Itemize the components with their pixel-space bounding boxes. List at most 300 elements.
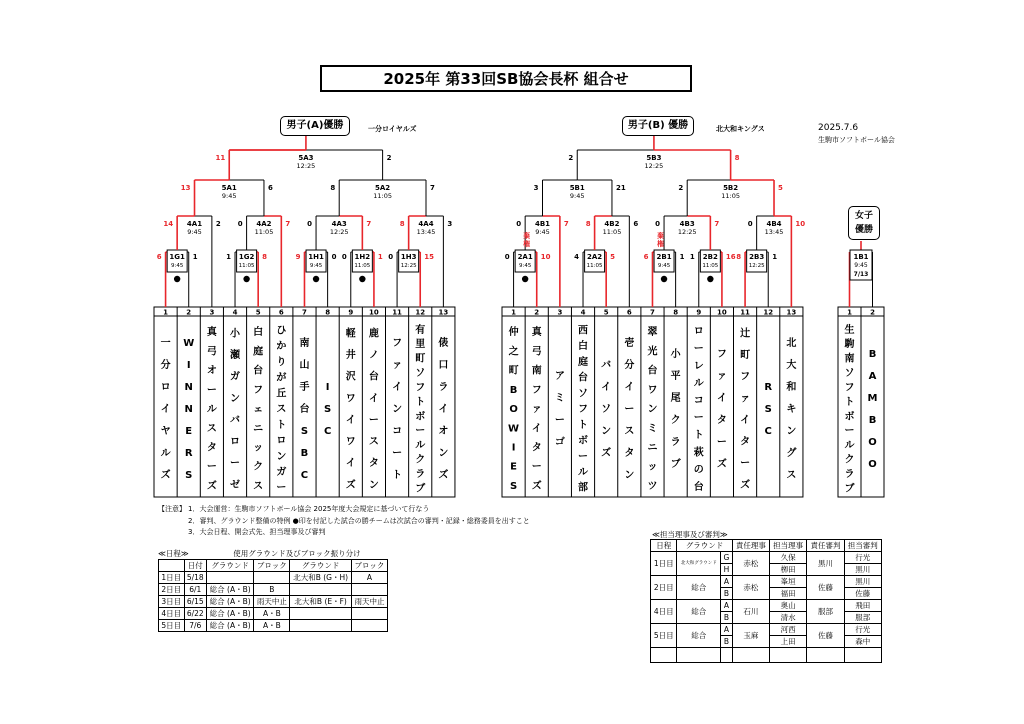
men-a-team-name-char: ガ [230,371,241,383]
men-a-team-name-char: ス [276,404,287,416]
men-b-team-name-char: S [509,480,518,492]
men-a-team-name-char: ッ [253,442,264,454]
men-a-team-name-char: ン [368,479,379,491]
men-b-team-name-char: ン [786,426,797,438]
men-b-score: 16 [725,253,736,261]
men-a-team-name-char: 丘 [276,388,287,400]
men-a-team-name-char: オ [206,365,217,377]
women-team-name-char: B [868,415,877,427]
staff-cell: 北大和グラウンド [677,552,721,576]
men-b-match-id: 2A1 [517,253,533,261]
men-b-team-name-char: ー [531,461,542,473]
men-b-team-name-char: ン [601,426,612,438]
men-a-team-name-char: ー [206,384,217,396]
men-b-team-name-char: 尾 [670,393,681,405]
schedule-col-header: ブロック [351,560,387,572]
men-b-team-name-char: バ [601,360,612,372]
staff-cell: 福田 [769,588,806,600]
men-a-champion-label: 男子(A)優勝 [280,116,350,136]
men-a-score: 14 [163,220,174,228]
referee-duty-dot [174,276,180,282]
men-b-team-name-char: E [510,461,517,473]
staff-cell: B [721,636,733,648]
men-a-champion-name: 一分ロイヤルズ [368,125,417,133]
men-a-score: 9 [295,253,301,261]
men-a-team-name-char: ズ [160,470,171,482]
men-a-score: 15 [424,253,434,261]
men-a-team-number: 5 [255,308,261,317]
men-b-team-name-char: イ [716,393,727,405]
staff-cell: 玉麻 [732,624,769,648]
men-a-team-name-char: ス [206,423,217,435]
men-b-team-name-char: ー [740,458,751,470]
men-a-team-name-char: ェ [253,404,264,416]
men-b-team-name-char: ブ [670,459,681,471]
men-a-team-name-char: 真 [206,327,217,339]
men-a-team-name-char: S [324,404,332,416]
men-a-score: 0 [331,253,337,261]
men-b-match-time: 9:45 [657,263,671,269]
women-team-name-char: ラ [844,468,855,480]
men-a-match-id: 1H3 [400,253,417,261]
forfeit-label: 権 [656,240,664,248]
staff-cell: 久保 [769,552,806,564]
men-a-team-name-char: ワ [345,393,356,405]
men-a-score: 7 [285,220,291,228]
schedule-cell: A・B [254,608,290,620]
staff-col-header: グラウンド [677,540,732,552]
men-b-team-name-char: ー [693,343,704,355]
men-a-team-name-char: ズ [345,479,356,491]
men-b-match-time: 11:05 [602,228,622,236]
men-a-team-name-char: ニ [253,423,264,435]
men-b-team-name-char: ツ [647,480,658,492]
men-a-team-name-char: ソ [415,368,426,380]
men-b-team-name-char: イ [601,382,612,394]
women-match-date: 7/13 [853,271,869,278]
men-b-team-name-char: 北 [786,338,797,350]
men-b-team-name-char: レ [693,360,704,372]
men-a-team-name-char: I [186,360,191,372]
men-b-team-name-char: 庭 [578,356,589,368]
men-a-match-time: 9:45 [221,192,237,200]
men-b-match-time: 12:25 [748,263,765,269]
men-b-team-name-char: 白 [578,341,589,353]
women-team-name-char: ボ [844,411,855,423]
men-b-team-name-char: 翠 [647,327,658,339]
men-b-team-name-char: グ [786,448,797,460]
men-a-team-name-char: 里 [415,339,426,351]
men-b-score: 7 [563,220,569,228]
men-b-team-name-char: 小 [670,349,681,361]
men-a-team-name-char: ァ [392,360,403,372]
men-a-team-name-char: 台 [253,365,264,377]
schedule-cell: 4日目 [159,608,185,620]
men-a-team-block [154,307,455,497]
men-b-team-name-char: ル [578,466,589,478]
men-b-match-id: 4B2 [604,220,620,228]
men-a-team-name-char: ワ [345,436,356,448]
men-a-team-name-char: ー [368,414,379,426]
men-a-team-name-char: C [300,470,309,482]
men-b-team-name-char: ラ [670,437,681,449]
staff-cell: 清水 [769,612,806,624]
men-b-team-name-char: タ [740,436,751,448]
men-a-team-name-char: 手 [299,382,310,394]
staff-cell: 行光 [844,552,881,564]
men-b-team-name-char: 町 [740,350,751,362]
staff-cell: B [721,588,733,600]
men-a-team-name-char: り [276,356,287,368]
staff-cell-empty [844,648,881,663]
men-a-match-id: 4A2 [256,220,272,228]
men-a-team-number: 10 [369,308,379,317]
men-b-team-name-char: ズ [716,459,727,471]
forfeit-label: 権 [523,240,531,248]
men-a-team-name-char: 口 [438,360,449,372]
schedule-header-group: 使用グラウンド及びブロック振り分け [206,548,387,560]
men-a-match-id: 1G1 [169,253,185,261]
men-b-team-name-char: タ [716,415,727,427]
schedule-row [159,596,388,608]
men-b-team-name-char: 辻 [740,328,751,340]
note-item: 2．審判、グラウンド整備の特例 ●印を付記した試合の勝チームは次試合の審判・記録・総務委員を出すこと [188,516,530,525]
men-a-match-time: 11:05 [254,228,274,236]
schedule-cell [290,584,352,596]
men-a-match-time: 9:45 [187,228,202,236]
men-b-team-name-char: ク [670,415,681,427]
men-b-team-name-char: ー [716,437,727,449]
schedule-cell: 雨天中止 [254,596,290,608]
men-b-team-name-char: の [693,464,704,476]
men-a-team-name-char: ー [392,448,403,460]
note-item: 1．大会運営：生駒市ソフトボール協会 2025年度大会規定に基づいて行なう [188,505,430,513]
staff-cell: A [721,624,733,636]
men-b-team-name-char: 西 [578,325,589,337]
schedule-cell [351,608,387,620]
men-b-team-name-char: フ [531,384,542,396]
women-team-number: 1 [847,308,852,317]
schedule-cell: 7/6 [184,620,206,632]
staff-row [651,624,882,636]
men-a-team-number: 2 [186,308,192,317]
schedule-cell [290,608,352,620]
men-a-score: 0 [237,220,243,228]
men-b-score: 10 [540,253,551,261]
women-team-name-char: O [868,459,877,471]
schedule-cell: 北大和B (E・F) [290,596,352,608]
men-b-match-time: 13:45 [764,228,784,236]
men-b-team-name-char: 仲 [508,327,519,339]
women-champion-label: 女子優勝 [848,206,880,240]
staff-cell: 行光 [844,624,881,636]
men-a-team-name-char: イ [345,458,356,470]
men-a-match-id: 5A2 [375,184,391,192]
men-b-team-number: 11 [740,308,750,317]
men-a-team-name-char: ト [415,396,426,408]
men-a-team-number: 11 [392,308,402,317]
men-b-match-time: 9:45 [569,192,585,200]
men-a-team-name-char: 弓 [206,346,217,358]
men-b-score: 6 [633,220,639,228]
men-a-team-number: 9 [348,308,354,317]
staff-col-header: 日程 [651,540,677,552]
schedule-cell: 総合 (A・B) [206,596,253,608]
men-b-team-name-char: 分 [624,360,635,372]
men-b-team-number: 13 [786,308,797,317]
men-b-team-name-char: ゴ [554,437,565,449]
men-a-team-name-char: ゼ [230,479,241,491]
staff-row [651,552,882,564]
women-team-name-char: 駒 [844,339,855,351]
men-b-team-number: 5 [603,308,609,317]
men-b-match-id: 2B2 [702,253,718,261]
men-b-team-name-char: ミ [554,393,565,405]
schedule-caption: ≪日程≫ [158,549,189,558]
women-team-name-char: ク [844,454,855,466]
men-b-team-name-char: 大 [786,360,797,372]
staff-cell: A [721,600,733,612]
men-b-score: 8 [585,220,591,228]
men-a-team-name-char: フ [392,338,403,350]
men-a-match-time: 9:45 [170,263,184,269]
men-a-score: 7 [366,220,372,228]
men-b-team-name-char: ー [693,412,704,424]
men-b-match-time: 11:05 [702,263,719,269]
men-b-team-number: 7 [650,308,655,317]
men-b-match-time: 12:25 [644,162,664,170]
men-b-team-name-char: コ [693,395,704,407]
men-b-team-name-char: 台 [693,481,704,493]
men-a-team-name-char: 山 [299,360,310,372]
staff-cell: 黒川 [807,552,844,576]
men-b-score: 2 [568,154,574,162]
men-a-score: 1 [192,253,198,261]
men-b-team-name-char: ル [693,378,704,390]
men-a-score: 1 [377,253,383,261]
staff-cell: 2日目 [651,576,677,600]
men-b-team-name-char: フ [716,349,727,361]
men-a-match-id: 1H1 [308,253,324,261]
men-a-team-name-char: ー [206,461,217,473]
men-a-team-name-char: 白 [253,327,264,339]
men-a-team-name-char: R [184,448,193,460]
staff-cell: 黒川 [844,564,881,576]
men-a-team-name-char: ラ [438,382,449,394]
schedule-cell: 総合 (A・B) [206,620,253,632]
staff-cell: 峯垣 [769,576,806,588]
men-a-team-name-char: ー [276,482,287,494]
men-a-team-name-char: 台 [368,371,379,383]
men-b-score: 1 [679,253,685,261]
men-b-team-name-char: ー [554,415,565,427]
men-a-team-name-char: イ [345,414,356,426]
men-a-score: 2 [386,154,392,162]
referee-duty-dot [661,276,667,282]
men-a-team-name-char: ロ [160,382,171,394]
men-b-team-name-char: ァ [740,393,751,405]
men-b-team-name-char: ロ [693,326,704,338]
men-b-team-name-char: 和 [786,382,797,394]
men-b-team-name-char: 台 [578,372,589,384]
men-b-team-name-char: 南 [531,365,542,377]
men-b-team-name-char: ー [578,451,589,463]
staff-cell: 黒川 [844,576,881,588]
referee-duty-dot [243,276,249,282]
men-a-team-name-char: W [183,338,195,350]
women-team-name-char: 南 [844,353,855,365]
men-a-team-name-char: ロ [276,435,287,447]
note-item: 3．大会日程、開会式先、担当理事及び審判 [188,528,326,536]
men-b-team-name-char: ン [647,404,658,416]
issue-date: 2025.7.6 [818,123,859,133]
referee-duty-dot [359,276,365,282]
staff-cell: H [721,564,733,576]
schedule-table [158,548,388,632]
schedule-row [159,608,388,620]
men-b-team-name-char: 真 [531,327,542,339]
schedule-row [159,584,388,596]
men-a-team-name-char: S [300,426,309,438]
men-b-team-name-char: ワ [647,384,658,396]
women-match-time: 9:45 [854,262,868,269]
men-a-match-id: 4A3 [331,220,347,228]
men-a-team-name-char: B [300,448,309,460]
men-b-match-id: 2A2 [587,253,603,261]
men-a-score: 2 [215,220,221,228]
men-b-team-name-char: ァ [716,371,727,383]
men-a-score: 11 [215,154,226,162]
schedule-cell: 6/15 [184,596,206,608]
men-b-score: 3 [533,184,539,192]
men-b-champion-name: 北大和キングス [716,125,765,133]
men-b-match-id: 4B1 [534,220,551,228]
men-a-team-name-char: イ [392,382,403,394]
men-a-match-time: 12:25 [329,228,349,236]
men-b-score: 0 [655,220,661,228]
schedule-cell: 雨天中止 [351,596,387,608]
men-a-match-id: 5A1 [221,184,237,192]
men-a-team-name-char: ル [206,404,217,416]
men-a-match-time: 9:45 [309,263,323,269]
men-a-team-name-char: 俵 [438,338,449,350]
men-b-team-name-char: S [764,404,772,416]
men-a-team-name-char: か [276,341,287,353]
men-a-team-name-char: コ [392,426,403,438]
staff-row [651,600,882,612]
schedule-cell: 5/18 [184,572,206,584]
women-match-id: 1B1 [853,253,869,261]
men-b-team-name-char: ボ [578,435,589,447]
staff-cell: 総合 [677,624,721,648]
schedule-cell [290,620,352,632]
schedule-cell: 6/1 [184,584,206,596]
men-b-team-name-char: B [509,384,518,396]
men-b-team-number: 4 [580,308,586,317]
staff-cell: 石川 [732,600,769,624]
men-a-team-name-char: 軽 [345,328,356,340]
men-a-team-name-char: ズ [438,470,449,482]
men-b-team-number: 3 [557,308,563,317]
men-a-match-id: 5A3 [298,154,314,162]
women-team-name-char: M [867,393,878,405]
men-b-score: 5 [778,184,783,192]
men-b-team-name-char: ス [786,470,797,482]
men-a-team-name-char: ト [392,470,403,482]
men-a-team-name-char: ボ [415,411,426,423]
men-a-score: 1 [226,253,232,261]
men-a-team-name-char: ス [253,480,264,492]
men-a-team-name-char: イ [438,404,449,416]
men-b-score: 0 [747,220,753,228]
men-b-team-name-char: タ [531,442,542,454]
men-a-team-name-char: ノ [368,350,379,362]
men-b-team-name-char: 部 [578,482,589,494]
men-a-team-name-char: 沢 [345,371,356,383]
schedule-cell: 6/22 [184,608,206,620]
men-a-team-name-char: 分 [160,360,171,372]
men-a-team-name-char: 庭 [253,346,264,358]
schedule-cell [206,572,253,584]
men-a-team-number: 13 [438,308,449,317]
men-a-score: 3 [447,220,453,228]
men-b-match-id: 2B3 [749,253,765,261]
women-team-name-char: O [868,437,877,449]
men-b-team-name-char: ン [624,470,635,482]
men-b-team-name-char: フ [740,371,751,383]
men-a-match-time: 11:05 [354,263,371,269]
men-a-team-name-char: ク [253,461,264,473]
schedule-cell: 2日目 [159,584,185,596]
men-b-team-number: 10 [717,308,727,317]
men-a-team-name-char: ト [276,419,287,431]
men-a-match-time: 13:45 [416,228,436,236]
men-b-team-name-char: 萩 [693,447,704,459]
staff-cell: 森中 [844,636,881,648]
schedule-cell: 総合 (A・B) [206,608,253,620]
men-b-team-name-char: ミ [647,423,658,435]
men-a-match-time: 11:05 [373,192,392,200]
women-team-name-char: 生 [844,324,855,336]
staff-cell: A [721,576,733,588]
men-a-team-number: 1 [163,308,169,317]
men-b-match-id: 2B1 [656,253,672,261]
men-b-team-name-char: C [764,426,772,438]
referee-duty-dot [313,276,319,282]
men-a-team-name-char: ブ [415,483,426,495]
staff-cell: 服部 [844,612,881,624]
staff-col-header: 担当審判 [844,540,881,552]
men-b-team-name-char: 台 [647,365,658,377]
schedule-col-header: 日付 [184,560,206,572]
staff-cell-empty [651,648,677,663]
men-b-team-name-char: キ [786,404,797,416]
men-b-team-name-char: 壱 [624,338,635,350]
men-a-team-name-char: ル [160,448,171,460]
women-team-number: 2 [870,308,875,317]
staff-cell-empty [721,648,733,663]
men-a-team-name-char: 瀬 [230,350,241,362]
men-b-score: 0 [504,253,510,261]
staff-cell: 4日目 [651,600,677,624]
men-a-team-name-char: タ [206,442,217,454]
women-team-name-char: ト [844,396,855,408]
staff-cell-empty [807,648,844,663]
men-a-team-name-char: ン [392,404,403,416]
men-a-team-name-char: オ [438,426,449,438]
men-b-score: 10 [795,220,806,228]
men-a-team-name-char: 町 [415,353,426,365]
